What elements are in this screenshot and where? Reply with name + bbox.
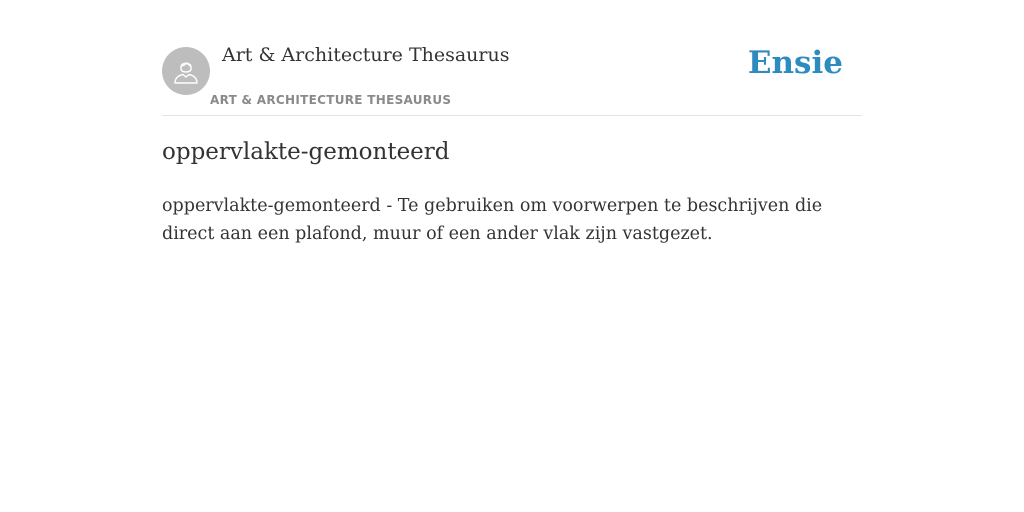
entry-card [162,0,862,244]
term-title: oppervlakte-gemonteerd [162,139,450,165]
author-name[interactable]: Art & Architecture Thesaurus [222,44,510,66]
user-avatar-icon [171,56,201,86]
entry-header [162,0,862,116]
avatar[interactable] [162,47,210,95]
term-definition: oppervlakte-gemonteerd - Te gebruiken om voorwerpen te beschrijven die direct aan een plafond, muur of een ander vlak zijn vastgezet. [162,196,823,244]
brand-logo[interactable]: Ensie [747,45,843,81]
source-label: ART & ARCHITECTURE THESAURUS [210,93,452,107]
